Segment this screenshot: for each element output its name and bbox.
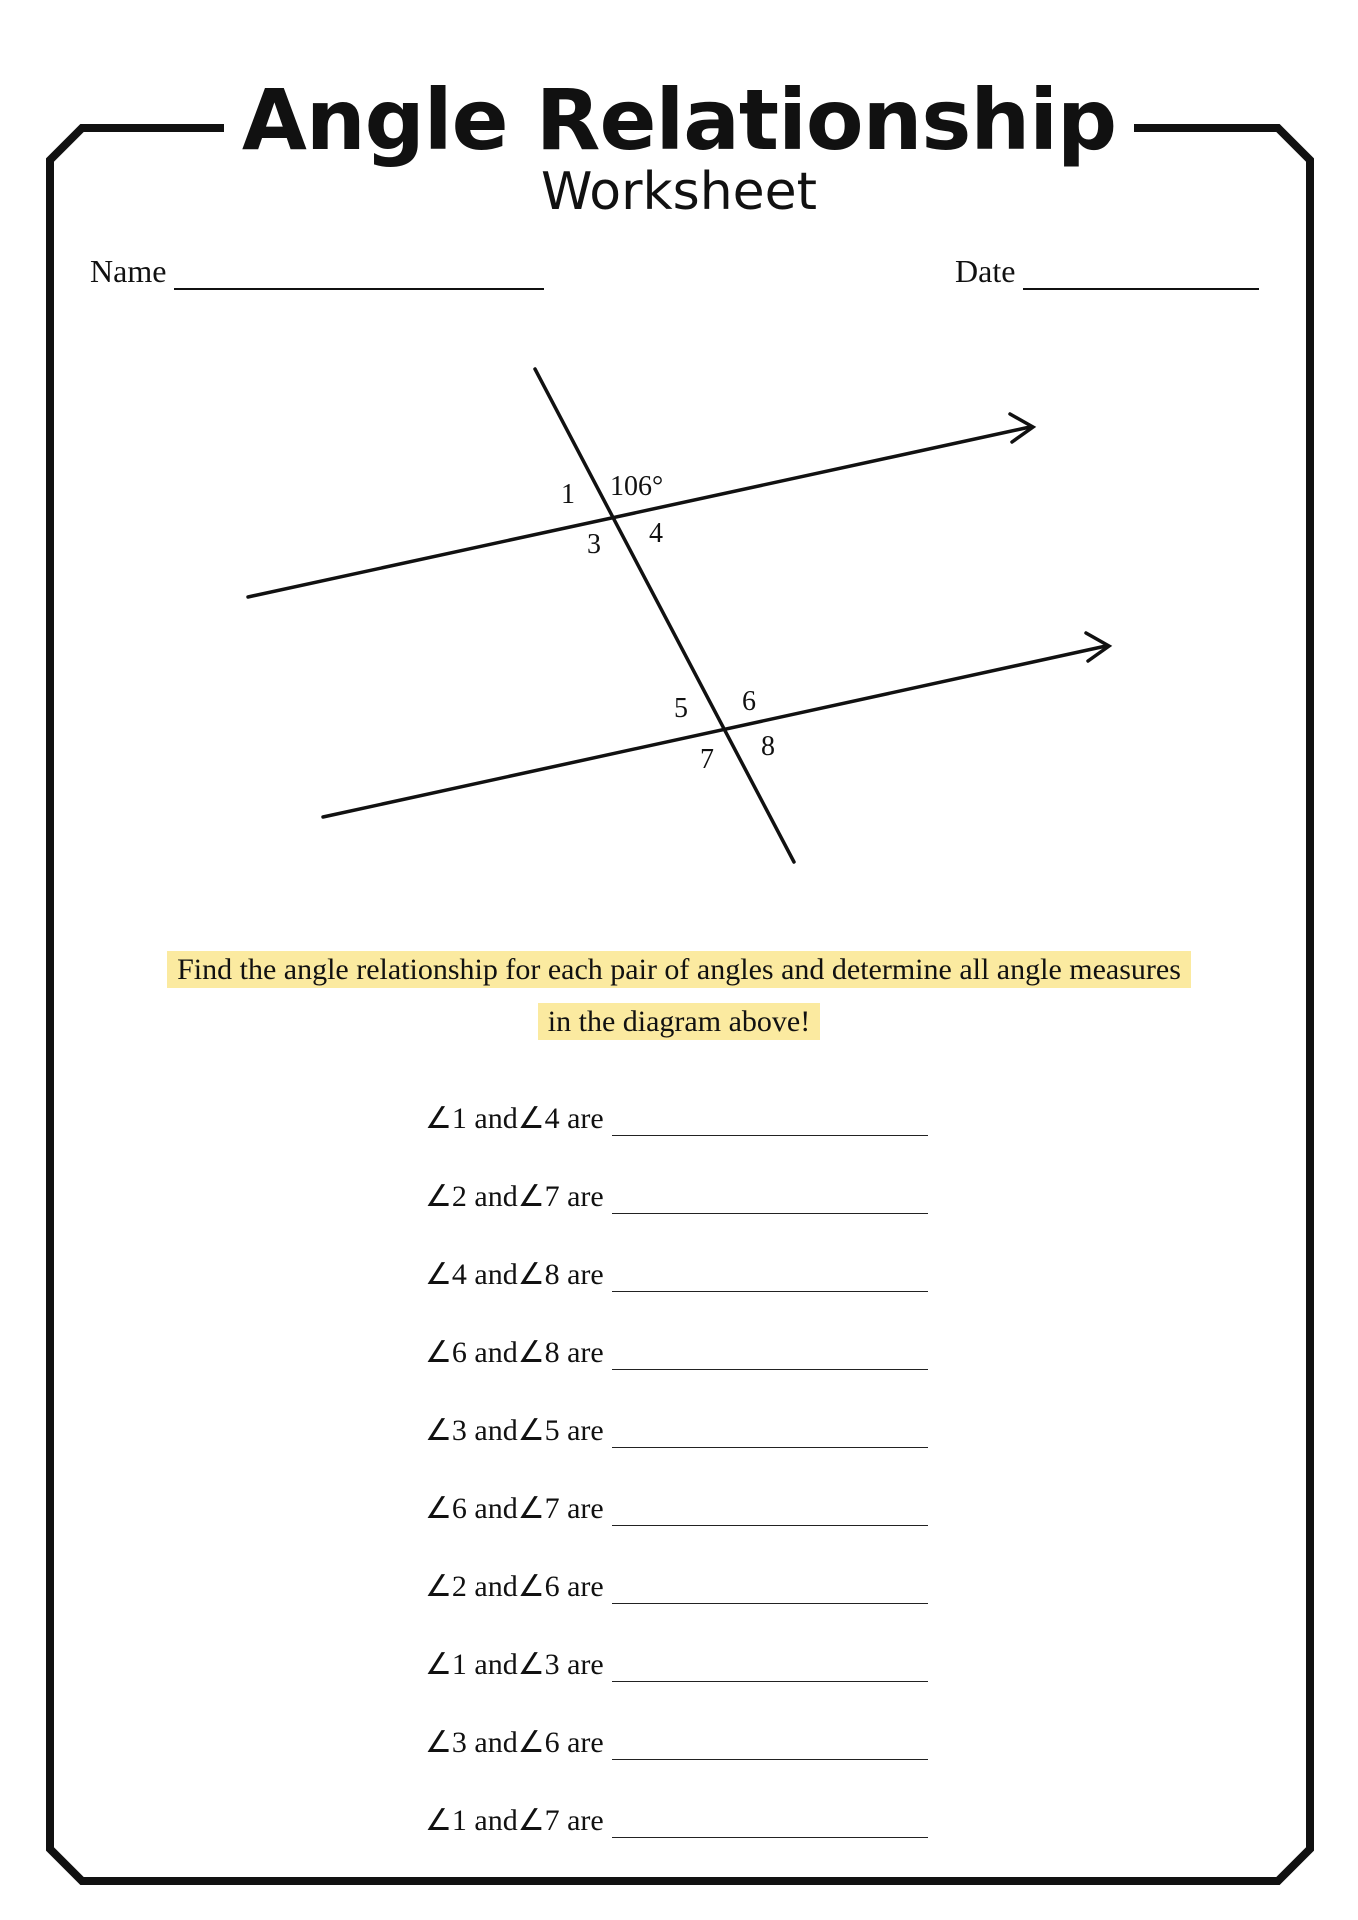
question-row — [425, 1448, 928, 1526]
angle-label-5: 5 — [674, 693, 688, 724]
page-title: Angle Relationship — [0, 78, 1358, 162]
question-row — [425, 1370, 928, 1448]
question-row — [425, 1526, 928, 1604]
page-subtitle: Worksheet — [540, 162, 818, 222]
instructions-line-2: in the diagram above! — [538, 1003, 820, 1040]
angle-label-8: 8 — [761, 731, 775, 762]
angle-label-1: 1 — [561, 479, 575, 510]
question-text: ∠6 and∠8 are — [425, 1336, 604, 1369]
question-list — [425, 1058, 928, 1838]
question-text: ∠3 and∠5 are — [425, 1414, 604, 1447]
question-text: ∠4 and∠8 are — [425, 1258, 604, 1291]
question-row — [425, 1760, 928, 1838]
question-row — [425, 1292, 928, 1370]
question-text: ∠3 and∠6 are — [425, 1726, 604, 1759]
question-row — [425, 1058, 928, 1136]
question-row — [425, 1604, 928, 1682]
instructions — [0, 944, 1358, 1048]
lower-parallel-line — [323, 646, 1106, 817]
question-text: ∠6 and∠7 are — [425, 1492, 604, 1525]
question-text: ∠2 and∠7 are — [425, 1180, 604, 1213]
name-label: Name — [90, 253, 167, 289]
transversal-line — [535, 369, 794, 862]
answer-blank[interactable] — [612, 1177, 928, 1214]
question-text: ∠1 and∠7 are — [425, 1804, 604, 1837]
answer-blank[interactable] — [612, 1411, 928, 1448]
answer-blank[interactable] — [612, 1723, 928, 1760]
answer-blank[interactable] — [612, 1255, 928, 1292]
question-row — [425, 1136, 928, 1214]
question-text: ∠1 and∠3 are — [425, 1648, 604, 1681]
date-label: Date — [955, 253, 1016, 289]
instructions-line-1: Find the angle relationship for each pair of angles and determine all angle measures — [167, 951, 1191, 988]
answer-blank[interactable] — [612, 1801, 928, 1838]
angle-label-3: 3 — [587, 529, 601, 560]
angle-label-7: 7 — [700, 744, 714, 775]
answer-blank[interactable] — [612, 1099, 928, 1136]
question-text: ∠2 and∠6 are — [425, 1570, 604, 1603]
answer-blank[interactable] — [612, 1567, 928, 1604]
question-row — [425, 1682, 928, 1760]
question-text: ∠1 and∠4 are — [425, 1102, 604, 1135]
angle-label-6: 6 — [742, 686, 756, 717]
question-row — [425, 1214, 928, 1292]
given-angle-label: 106° — [610, 471, 664, 502]
answer-blank[interactable] — [612, 1333, 928, 1370]
upper-parallel-line — [248, 427, 1030, 597]
answer-blank[interactable] — [612, 1489, 928, 1526]
answer-blank[interactable] — [612, 1645, 928, 1682]
angle-label-4: 4 — [649, 518, 663, 549]
